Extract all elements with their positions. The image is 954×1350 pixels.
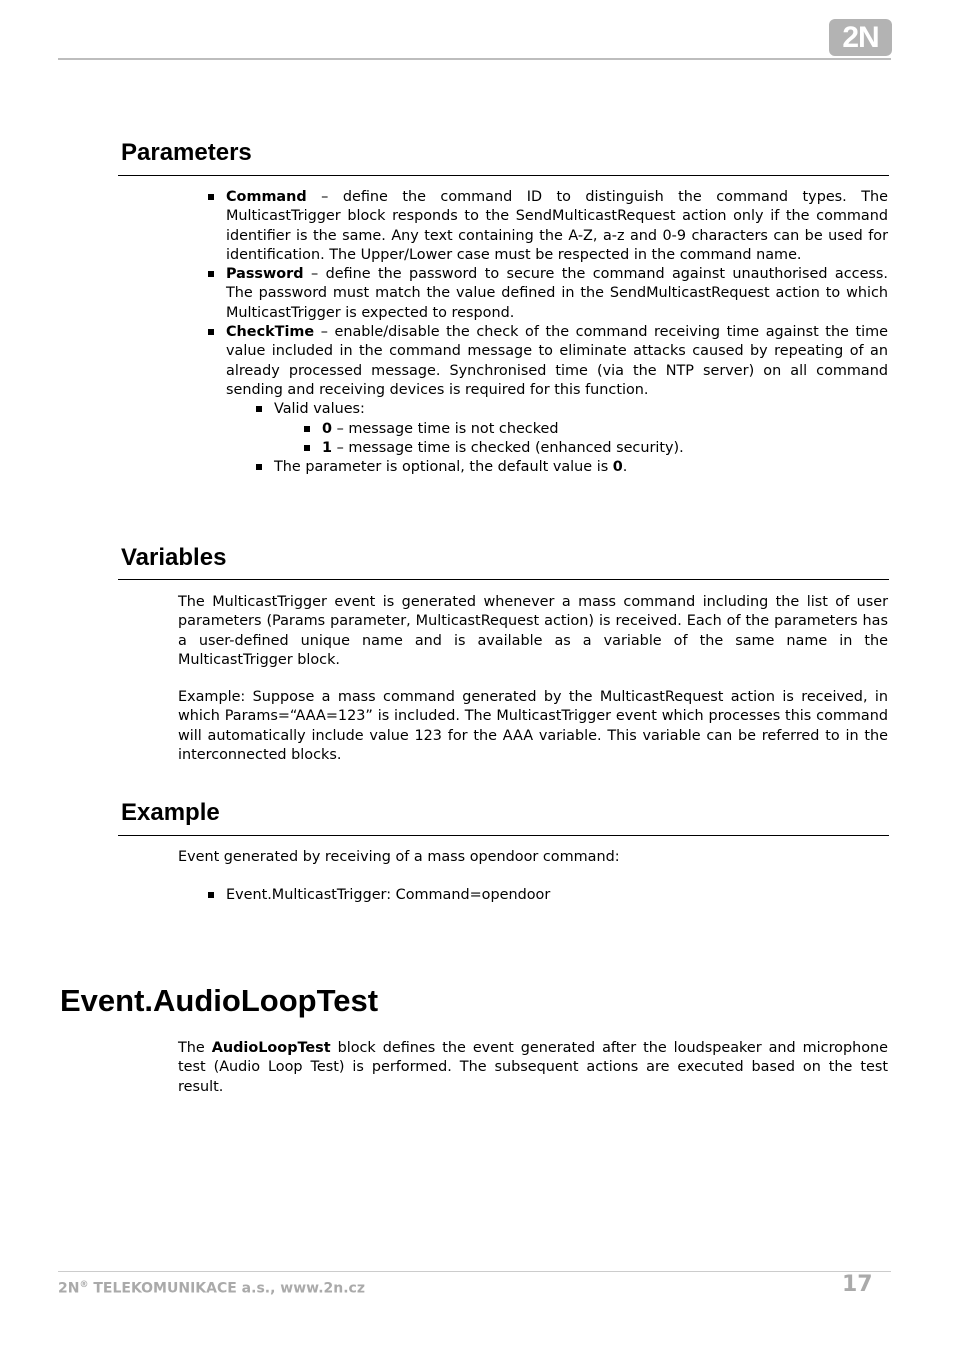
audio-paragraph: The AudioLoopTest block defines the event generated after the loudspeaker and microphone test (Audio Loop Test) is performed. The subsequent actions are executed based on the test result. bbox=[178, 1040, 889, 1095]
list-item: CheckTime – enable/disable the check of the command receiving time against the time value included in the command message to eliminate attacks caused by repeating of an already processed message. Synchronised time (via the NTP server) on all command sending and receiving devices is required for this function. Valid values: 0 – message time is not checked 1 – message time is checked (enhanced security). The parameter is optional, the default value is 0. bbox=[226, 323, 888, 477]
list-item: 0 – message time is not checked bbox=[322, 420, 888, 439]
heading-rule bbox=[118, 175, 889, 176]
example-paragraph: Event generated by receiving of a mass opendoor command: bbox=[178, 849, 620, 865]
variables-heading: Variables bbox=[121, 544, 227, 571]
heading-rule bbox=[118, 579, 889, 580]
heading-rule bbox=[118, 835, 889, 836]
parameters-list bbox=[226, 188, 888, 477]
list-item: Command – define the command ID to distinguish the command types. The MulticastTrigger block responds to the SendMulticastRequest action only if the command identifier is the same. Any text containing the A-Z, a-z and 0-9 characters can be used for identification. The Upper/Lower case must be respected in the command name. bbox=[226, 188, 888, 265]
footer-rule bbox=[58, 1271, 891, 1272]
parameters-heading: Parameters bbox=[121, 139, 252, 166]
example-heading: Example bbox=[121, 799, 220, 826]
list-item: Password – define the password to secure the command against unauthorised access. The password must match the value defined in the SendMulticastRequest action to which MulticastTrigger is expected to respond. bbox=[226, 265, 888, 323]
list-item: Valid values: 0 – message time is not checked 1 – message time is checked (enhanced security). bbox=[274, 400, 888, 458]
list-item: Event.MulticastTrigger: Command=opendoor bbox=[226, 886, 888, 905]
2n-logo: 2N bbox=[829, 19, 892, 56]
variables-paragraph: The MulticastTrigger event is generated whenever a mass command including the list of user parameters (Params parameter, MulticastRequest action) is received. Each of the parameters has a user-defined unique name and is available as a variable of the same name in the MulticastTrigger block. bbox=[178, 594, 888, 668]
variables-example-paragraph: Example: Suppose a mass command generated by the MulticastRequest action is received, in which Params=“AAA=123” is included. The MulticastTrigger event which processes this command will automatically include value 123 for the AAA variable. This variable can be referred to in the interconnected blocks. bbox=[178, 689, 888, 763]
section-title: Event.AudioLoopTest bbox=[60, 983, 379, 1018]
header-rule bbox=[58, 58, 891, 60]
footer-company: 2N® TELEKOMUNIKACE a.s., www.2n.cz bbox=[58, 1280, 365, 1297]
list-item: The parameter is optional, the default value is 0. bbox=[274, 458, 888, 477]
page-number: 17 bbox=[842, 1272, 873, 1297]
list-item: 1 – message time is checked (enhanced security). bbox=[322, 439, 888, 458]
